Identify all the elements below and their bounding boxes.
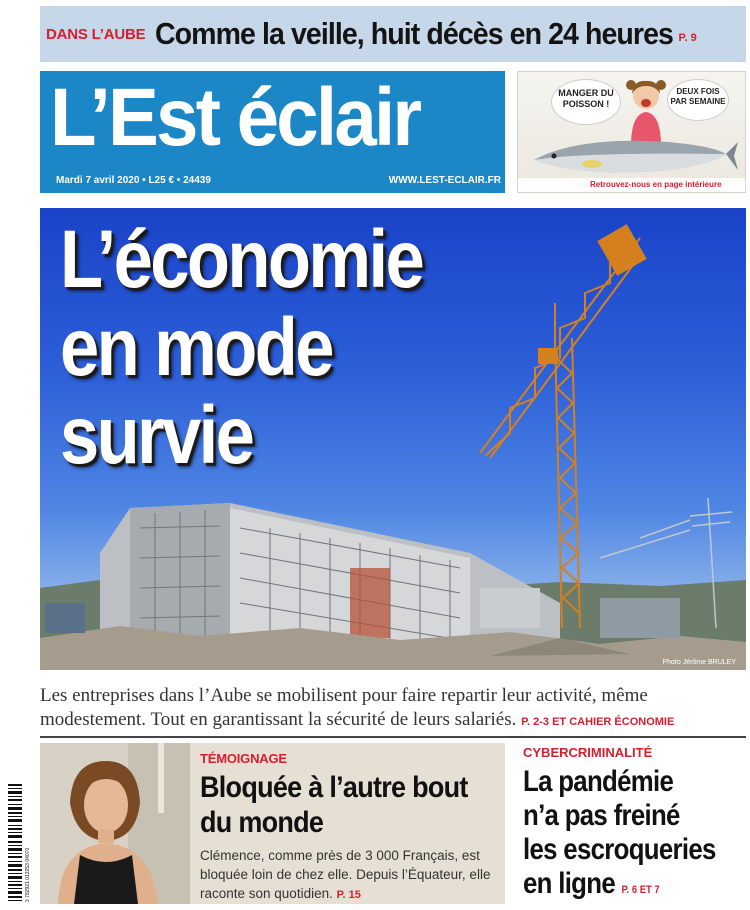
testimony-story[interactable] xyxy=(40,743,505,904)
lede-page-ref: P. 2-3 ET CAHIER ÉCONOMIE xyxy=(521,716,675,728)
story2-headline[interactable] xyxy=(200,770,530,840)
ad-footer-text: Retrouvez-nous en page intérieure xyxy=(590,180,722,189)
story3-headline-last: en ligne xyxy=(523,867,615,900)
ad-speech-bubble xyxy=(552,80,620,124)
story3-kicker: CYBERCRIMINALITÉ xyxy=(523,745,653,760)
story3-page-ref: P. 6 ET 7 xyxy=(621,884,660,896)
main-story-lede xyxy=(40,684,746,734)
top-headline[interactable]: Comme la veille, huit décès en 24 heures xyxy=(155,16,674,51)
issue-info: Mardi 7 avril 2020 • L25 € • 24439 xyxy=(56,175,211,186)
main-headline[interactable] xyxy=(60,216,481,480)
story3-headline-line xyxy=(523,867,716,907)
website-url[interactable]: WWW.LEST-ECLAIR.FR xyxy=(388,175,501,186)
newspaper-logo: L’Est éclair xyxy=(50,72,420,163)
story2-body-text: Clémence, comme près de 3 000 Français, est bloquée loin de chez elle. Depuis l’Équateur, elle raconte son quotidien. xyxy=(200,848,491,901)
portrait-photo xyxy=(40,743,190,904)
story2-summary xyxy=(200,846,498,905)
main-headline-line: en mode xyxy=(60,302,332,393)
story3-headline-line: La pandémie xyxy=(523,765,674,798)
top-kicker: DANS L’AUBE xyxy=(46,25,146,43)
barcode-digits: 3 782921 012253 04070 xyxy=(25,847,31,902)
ad-speech-bubble xyxy=(668,80,728,120)
story3-headline-line: les escroqueries xyxy=(523,833,716,866)
ad-footer xyxy=(518,178,745,192)
story2-headline-line: Bloquée à l’autre bout xyxy=(200,771,468,804)
ad-bubble-line: DEUX FOIS xyxy=(676,87,720,96)
main-story-photo[interactable] xyxy=(40,208,746,670)
section-divider xyxy=(40,736,746,738)
story2-kicker: TÉMOIGNAGE xyxy=(200,751,287,766)
main-headline-line: survie xyxy=(60,390,253,481)
fish-illustration xyxy=(528,130,738,184)
story3-headline[interactable] xyxy=(523,765,747,907)
advertisement[interactable] xyxy=(517,71,746,193)
top-headline-band[interactable] xyxy=(40,6,746,62)
masthead xyxy=(40,71,505,193)
cybercrime-story[interactable] xyxy=(517,743,746,904)
ad-bubble-line: MANGER DU xyxy=(558,88,614,98)
ad-bubble-line: PAR SEMAINE xyxy=(670,97,726,106)
story2-page-ref: P. 15 xyxy=(336,889,361,901)
ad-bubble-line: POISSON ! xyxy=(562,99,610,109)
top-page-ref: P. 9 xyxy=(678,32,697,44)
story2-headline-line: du monde xyxy=(200,806,324,839)
main-headline-line: L’économie xyxy=(60,214,423,305)
barcode xyxy=(6,780,32,906)
story3-headline-line: n’a pas freiné xyxy=(523,799,680,832)
lede-text: Les entreprises dans l’Aube se mobilisent pour faire repartir leur activité, même modestement. Tout en garantissant la sécurité de leurs salariés. xyxy=(40,685,648,730)
photo-credit: Photo Jérôme BRULEY xyxy=(662,659,736,666)
